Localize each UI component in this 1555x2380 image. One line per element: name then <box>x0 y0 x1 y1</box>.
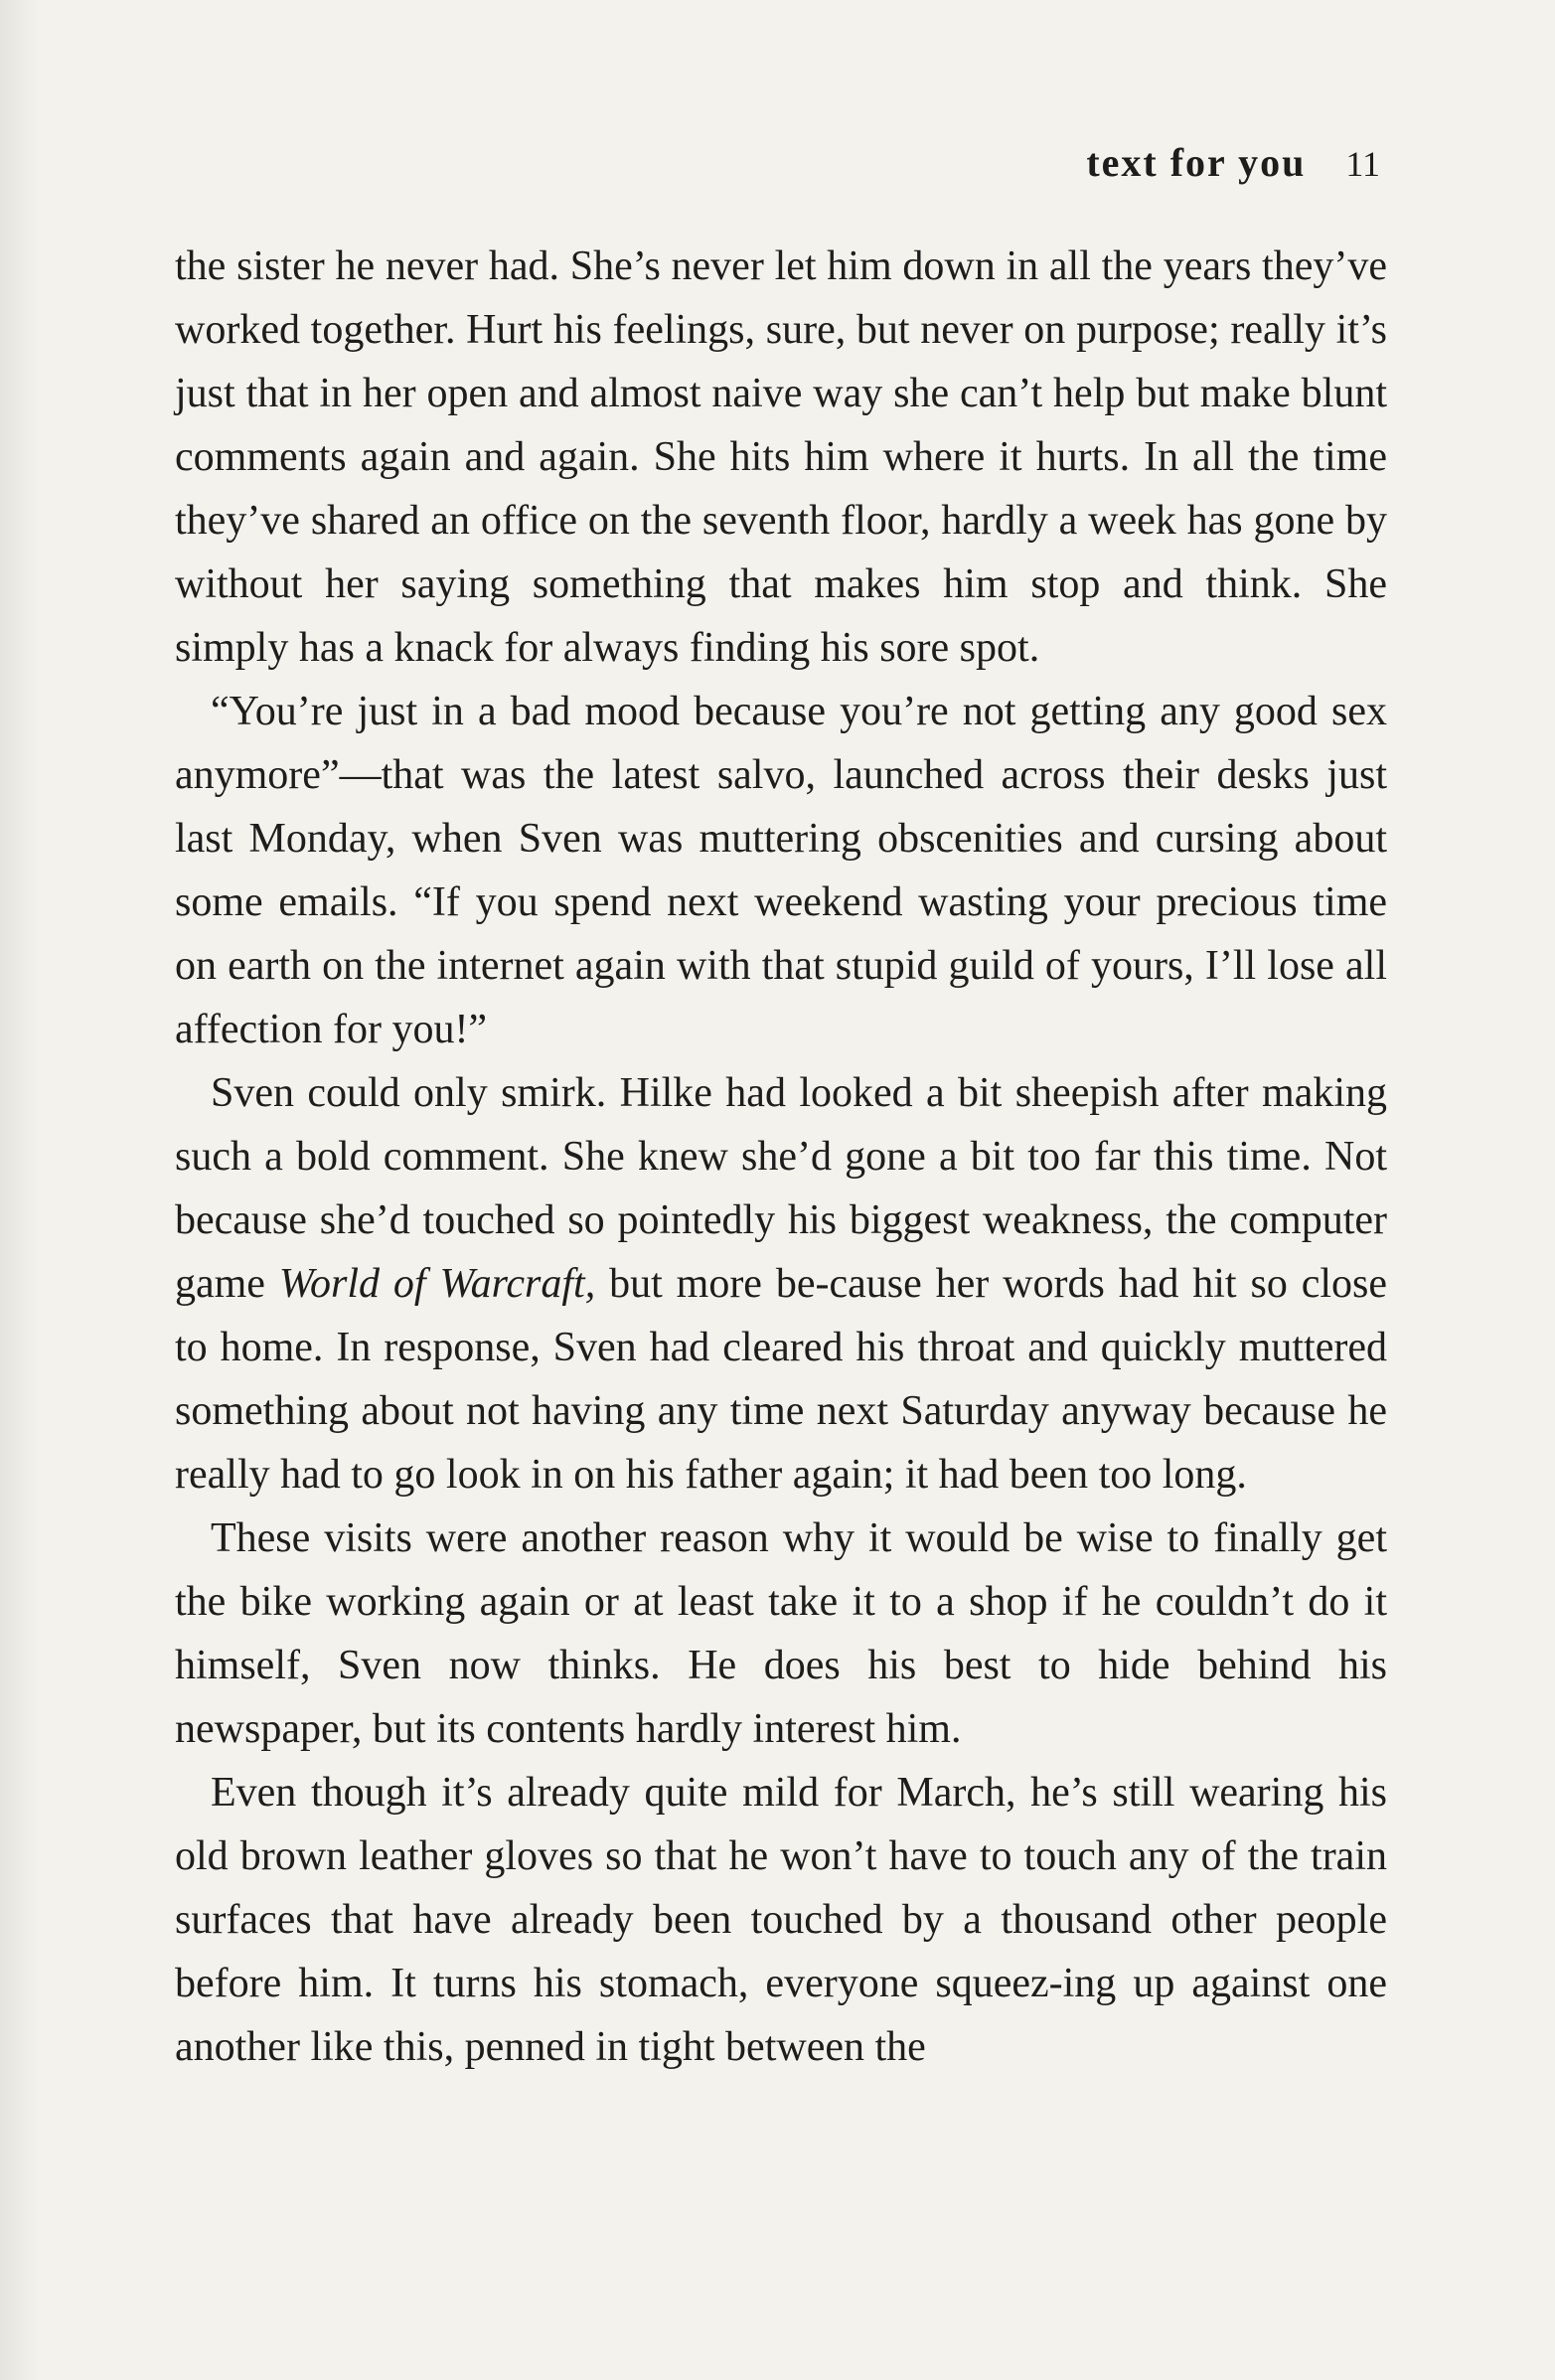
paragraph: Even though it’s already quite mild for March, he’s still wearing his old brown leather gloves so that he won’t have to touch any of the train surfaces that have already been touched by a thousand other people before him. It turns his stomach, everyone squeez-ing up against one another like this, penned in tight between the <box>175 1770 1387 2070</box>
paragraph: the sister he never had. She’s never let him down in all the years they’ve worked together. Hurt his feelings, sure, but never on purpose; really it’s just that in her open and almost naive way she can’t help but make blunt comments again and again. She hits him where it hurts. In all the time they’ve shared an office on the seventh floor, hardly a week has gone by without her saying something that makes him stop and think. She simply has a knack for always finding his sore spot. <box>175 243 1387 671</box>
paragraph <box>175 1061 1387 1507</box>
page-gutter-shadow <box>0 0 40 2380</box>
game-title-italic: World of Warcraft, <box>278 1261 596 1307</box>
running-title: text for you <box>1086 140 1307 185</box>
body-text <box>175 235 1387 2079</box>
page-number: 11 <box>1345 144 1380 184</box>
running-header <box>1086 139 1380 186</box>
paragraph: “You’re just in a bad mood because you’re not getting any good sex anymore”—that was the latest salvo, launched across their desks just last Monday, when Sven was muttering obscenities and cursing about some emails. “If you spend next weekend wasting your precious time on earth on the internet again with that stupid guild of yours, I’ll lose all affection for you!” <box>175 689 1387 1052</box>
paragraph-text: but more be-cause her words had hit so close to home. In response, Sven had cleared his throat and quickly muttered something about not having any time next Saturday anyway because he really had to go look in on his father again; it had been too long. <box>175 1261 1388 1498</box>
paragraph-text: Sven could only smirk. Hilke had looked a bit sheepish after making such a bold comment. She knew she’d gone a bit too far this time. Not because she’d touched so pointedly his biggest weakness, the computer game <box>175 1070 1387 1307</box>
paragraph: These visits were another reason why it would be wise to finally get the bike working again or at least take it to a shop if he couldn’t do it himself, Sven now thinks. He does his best to hide behind his newspaper, but its contents hardly interest him. <box>175 1515 1387 1752</box>
